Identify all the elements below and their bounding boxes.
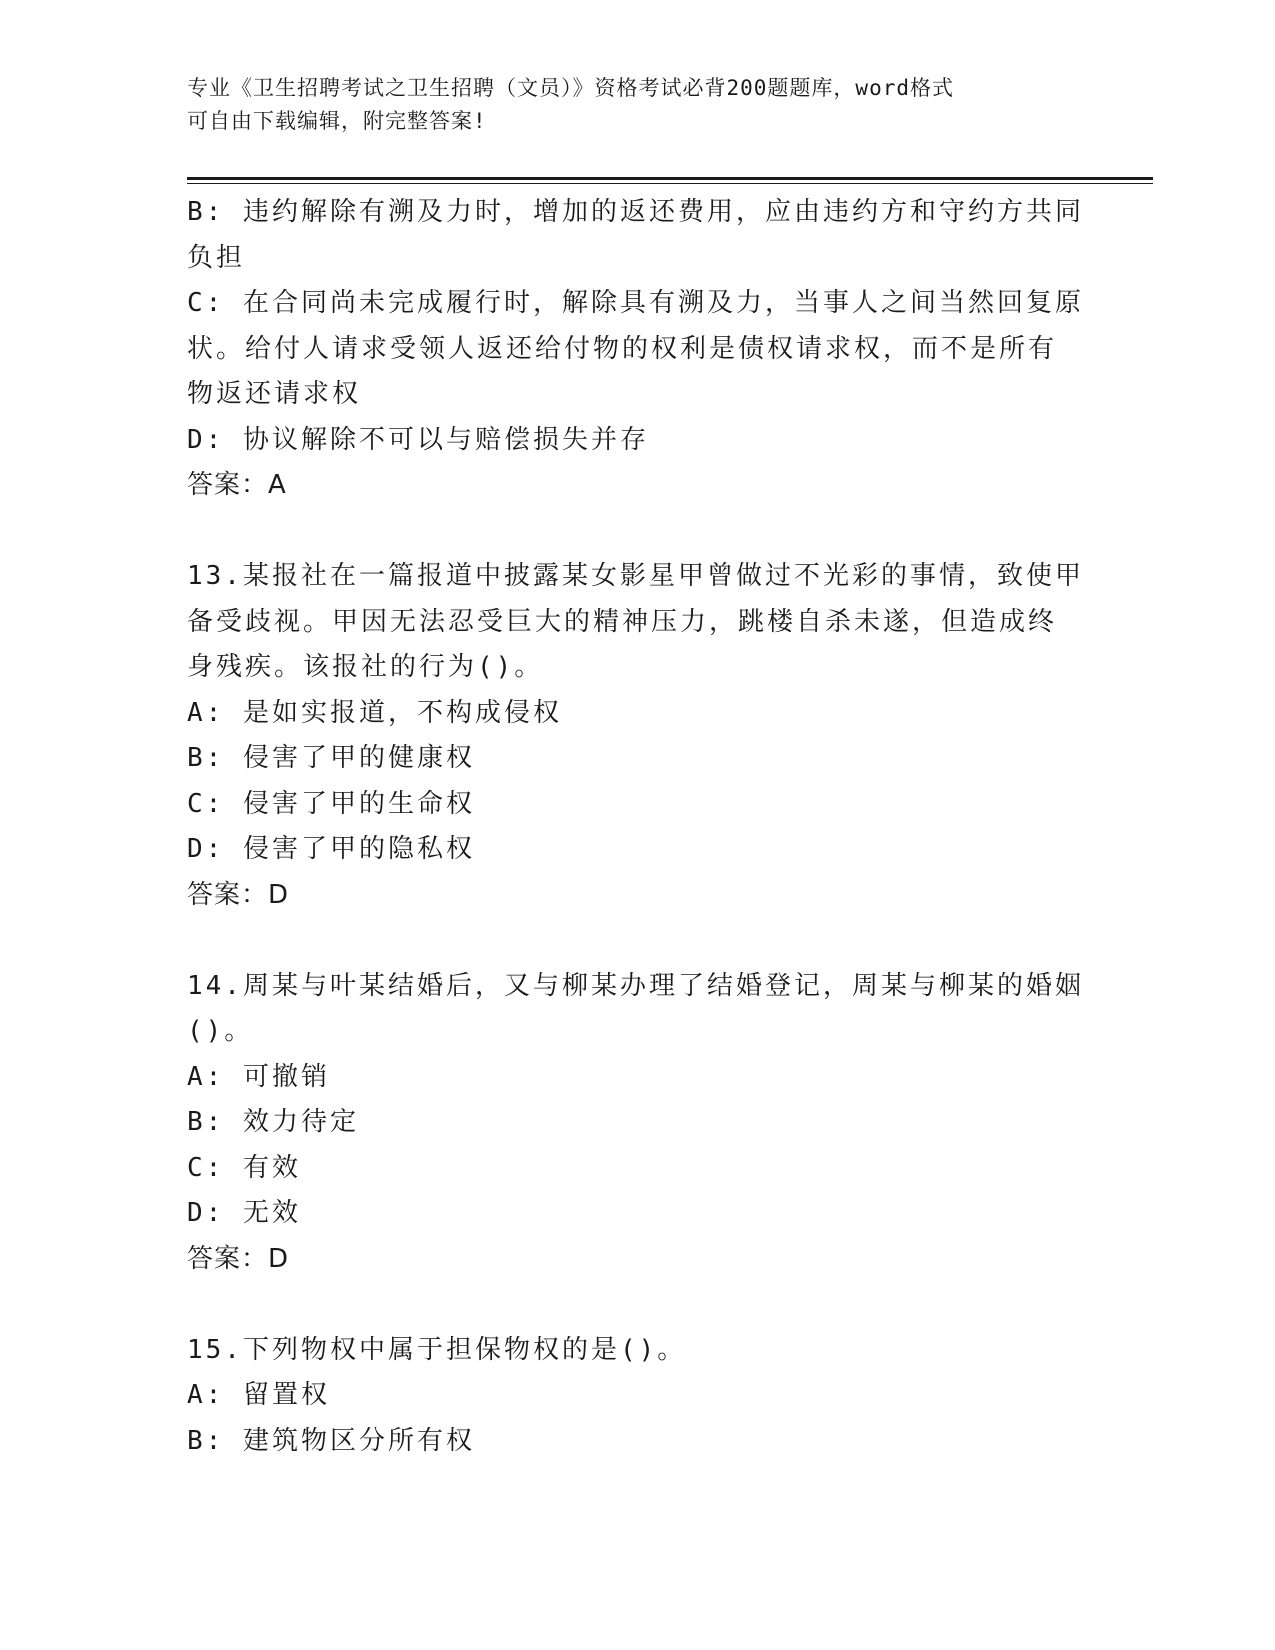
question-stem-line: 备受歧视。甲因无法忍受巨大的精神压力，跳楼自杀未遂，但造成终 xyxy=(187,606,1058,637)
question-stem-line: 14.周某与叶某结婚后，又与柳某办理了结婚登记，周某与柳某的婚姻 xyxy=(187,970,1084,1001)
question-stem-line: 身残疾。该报社的行为()。 xyxy=(187,652,544,682)
answer-line: 答案：D xyxy=(187,1243,290,1274)
option-d: D: 侵害了甲的隐私权 xyxy=(187,834,475,864)
option-c-line: C: 在合同尚未完成履行时，解除具有溯及力，当事人之间当然回复原 xyxy=(187,288,1084,318)
option-d: D: 无效 xyxy=(187,1198,301,1228)
question-14 xyxy=(187,964,1084,1283)
option-c-line: 物返还请求权 xyxy=(187,379,362,409)
option-c-line: 状。给付人请求受领人返还给付物的权利是债权请求权，而不是所有 xyxy=(187,333,1058,364)
header-title-line-1: 专业《卫生招聘考试之卫生招聘（文员）》资格考试必背200题题库，word格式 xyxy=(187,76,954,100)
document-header xyxy=(187,72,1067,138)
question-content xyxy=(187,190,1084,1464)
question-15 xyxy=(187,1328,1077,1465)
option-a: A: 留置权 xyxy=(187,1380,330,1410)
question-stem-line: 15.下列物权中属于担保物权的是()。 xyxy=(187,1334,687,1365)
answer-line: 答案：A xyxy=(187,470,287,500)
spacer xyxy=(187,509,1077,555)
spacer xyxy=(187,1282,1077,1328)
option-b: B: 建筑物区分所有权 xyxy=(187,1425,475,1456)
header-divider-thin xyxy=(187,183,1153,184)
question-13 xyxy=(187,554,1084,918)
header-divider-thick xyxy=(187,177,1153,180)
option-d: D: 协议解除不可以与赔偿损失并存 xyxy=(187,424,649,455)
option-c: C: 侵害了甲的生命权 xyxy=(187,788,475,819)
question-12-continued xyxy=(187,190,1084,509)
option-c: C: 有效 xyxy=(187,1152,301,1183)
option-b: B: 效力待定 xyxy=(187,1107,359,1137)
option-b-line: 负担 xyxy=(187,242,246,273)
option-a: A: 可撤销 xyxy=(187,1061,330,1092)
question-stem-line: 13.某报社在一篇报道中披露某女影星甲曾做过不光彩的事情，致使甲 xyxy=(187,561,1084,591)
option-a: A: 是如实报道，不构成侵权 xyxy=(187,697,562,728)
answer-line: 答案：D xyxy=(187,879,290,910)
option-b: B: 侵害了甲的健康权 xyxy=(187,743,475,773)
header-title-line-2: 可自由下载编辑，附完整答案! xyxy=(187,109,487,133)
question-stem-line: ()。 xyxy=(187,1016,254,1046)
option-b-line: B: 违约解除有溯及力时，增加的返还费用，应由违约方和守约方共同 xyxy=(187,197,1084,227)
spacer xyxy=(187,918,1077,964)
